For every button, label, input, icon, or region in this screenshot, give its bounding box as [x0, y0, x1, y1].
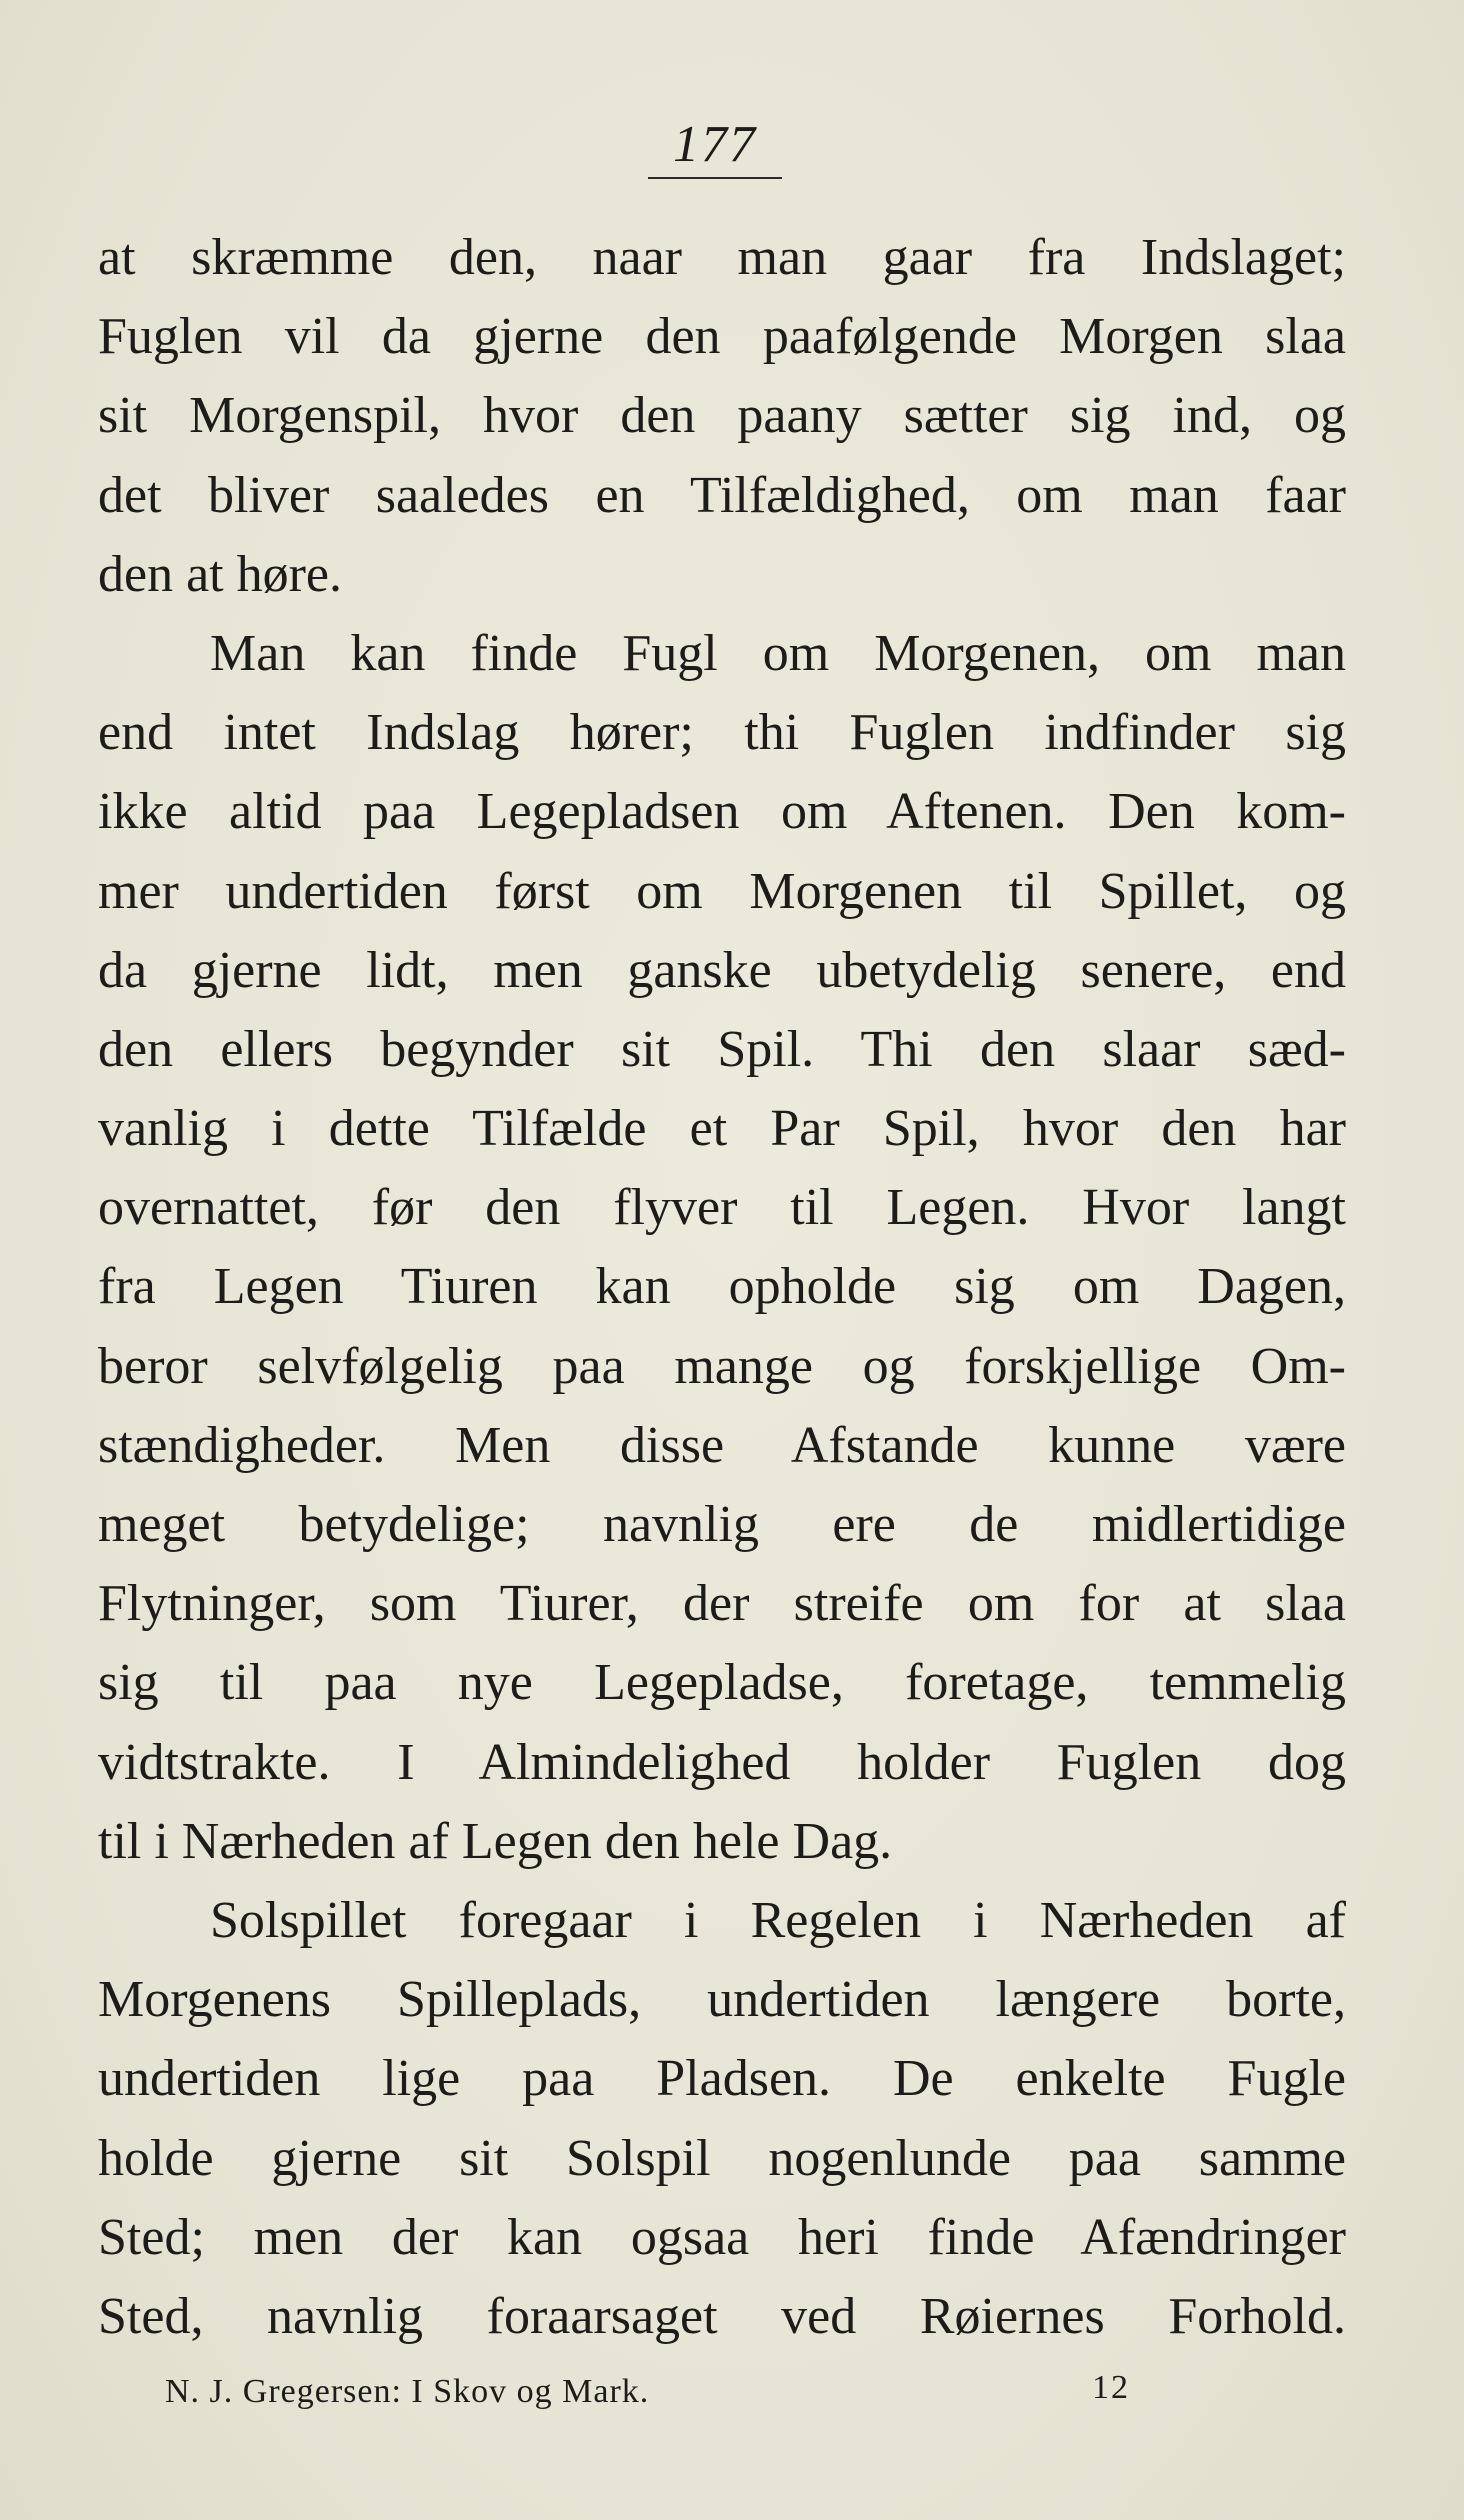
text-line: da gjerne lidt, men ganske ubetydelig senere, end [98, 941, 1346, 999]
text-line: Sted; men der kan ogsaa heri finde Afændringer [98, 2208, 1346, 2266]
text-line: ikke altid paa Legepladsen om Aftenen. Den kom- [98, 783, 1346, 841]
text-line: end intet Indslag hører; thi Fuglen indfinder sig [98, 704, 1346, 762]
text-line: overnattet, før den flyver til Legen. Hvor langt [98, 1179, 1346, 1237]
text-line: vidtstrakte. I Almindelighed holder Fuglen dog [98, 1733, 1346, 1791]
text-line: Sted, navnlig foraarsaget ved Røiernes Forhold. [98, 2287, 1346, 2345]
text-line: beror selvfølgelig paa mange og forskjellige Om- [98, 1337, 1346, 1395]
text-line: meget betydelige; navnlig ere de midlertidige [98, 1496, 1346, 1553]
page-number-rule [648, 177, 782, 179]
text-line: til i Nærheden af Legen den hele Dag. [98, 1812, 893, 1870]
text-line: Man kan finde Fugl om Morgenen, om man [210, 624, 1346, 682]
text-line: stændigheder. Men disse Afstande kunne være [98, 1416, 1346, 1474]
text-line: vanlig i dette Tilfælde et Par Spil, hvor den har [98, 1100, 1346, 1158]
text-line: den ellers begynder sit Spil. Thi den slaar sæd- [98, 1020, 1346, 1078]
text-line: Morgenens Spilleplads, undertiden længere borte, [98, 1971, 1346, 2029]
text-line: Flytninger, som Tiurer, der streife om for at slaa [98, 1575, 1346, 1633]
page-number: 177 [673, 116, 757, 173]
footer-author-title: N. J. Gregersen: I Skov og Mark. [165, 2373, 650, 2410]
text-line: sig til paa nye Legepladse, foretage, temmelig [98, 1654, 1346, 1712]
text-line: den at høre. [98, 545, 343, 603]
text-line: fra Legen Tiuren kan opholde sig om Dagen, [98, 1258, 1346, 1316]
text-line: sit Morgenspil, hvor den paany sætter sig ind, og [98, 387, 1346, 445]
text-line: undertiden lige paa Pladsen. De enkelte Fugle [98, 2050, 1346, 2108]
text-line: Fuglen vil da gjerne den paafølgende Morgen slaa [98, 308, 1346, 366]
text-line: at skræmme den, naar man gaar fra Indslaget; [98, 229, 1346, 286]
text-line: mer undertiden først om Morgenen til Spillet, og [98, 862, 1346, 920]
body-text [98, 218, 1346, 2356]
text-line: Solspillet foregaar i Regelen i Nærheden af [210, 1891, 1346, 1949]
footer-signature-mark: 12 [1092, 2369, 1130, 2406]
text-line: holde gjerne sit Solspil nogenlunde paa samme [98, 2129, 1346, 2187]
text-line: det bliver saaledes en Tilfældighed, om man faar [98, 466, 1346, 524]
